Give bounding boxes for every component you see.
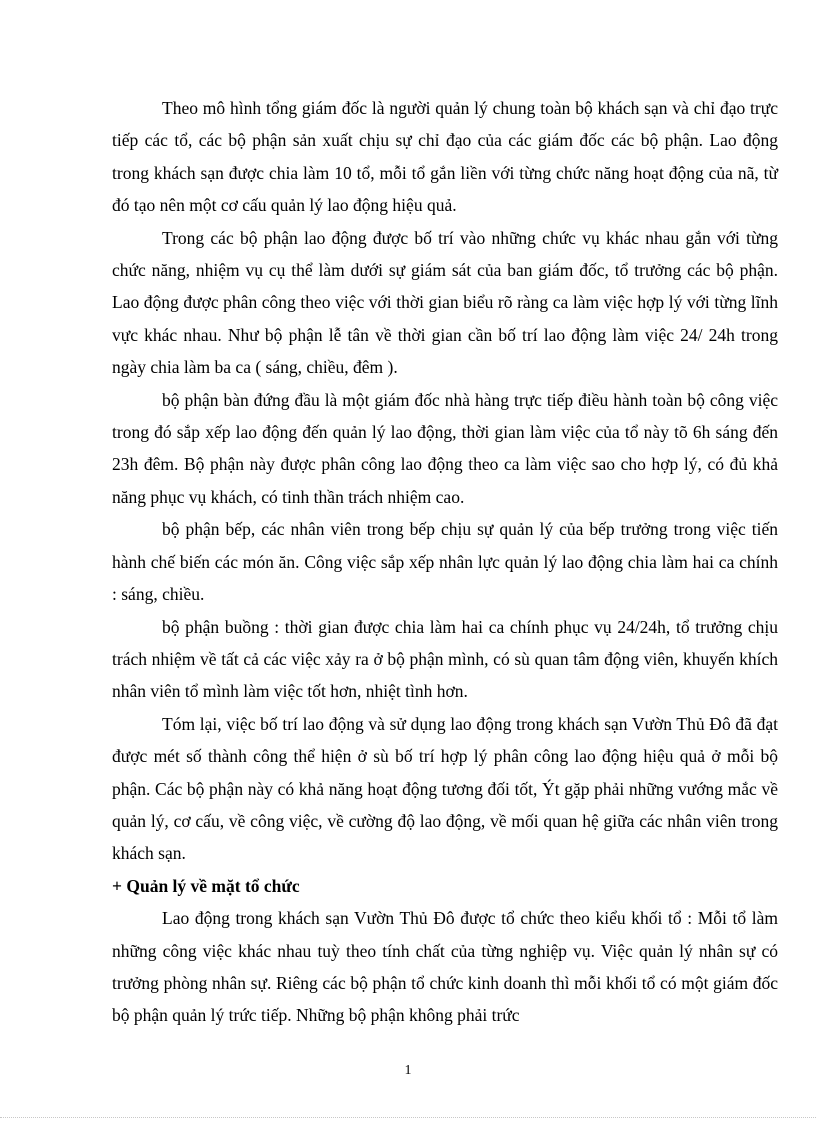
paragraph-1: Theo mô hình tổng giám đốc là người quản lý chung toàn bộ khách sạn và chỉ đạo trực tiếp các tổ, các bộ phận sản xuất chịu sự chỉ đạo của các giám đốc các bộ phận. Lao động trong khách sạn được chia làm 10 tổ, mỗi tổ gắn liền với từng chức năng hoạt động của nã, từ đó tạo nên một cơ cấu quản lý lao động hiệu quả. — [112, 98, 778, 216]
paragraph-3: bộ phận bàn đứng đầu là một giám đốc nhà hàng trực tiếp điều hành toàn bộ công việc trong đó sắp xếp lao động đến quản lý lao động, thời gian làm việc của tổ này tõ 6h sáng đến 23h đêm. Bộ phận này được phân công lao động theo ca làm việc sao cho hợp lý, có đủ khả năng phục vụ khách, có tinh thần trách nhiệm cao. — [112, 389, 778, 507]
section-heading: + Quản lý về mặt tổ chức — [112, 875, 300, 896]
paragraph-2: Trong các bộ phận lao động được bố trí vào những chức vụ khác nhau gắn với từng chức năng, nhiệm vụ cụ thể làm dưới sự giám sát của ban giám đốc, tổ trưởng các bộ phận. Lao động được phân công theo việc với thời gian biểu rõ ràng ca làm việc hợp lý với từng lĩnh vực khác nhau. Như bộ phận lễ tân về thời gian cần bố trí lao động làm việc 24/ 24h trong ngày chia làm ba ca ( sáng, chiều, đêm ). — [112, 227, 778, 378]
page-number: 1 — [404, 1063, 412, 1078]
paragraph-7: Lao động trong khách sạn Vườn Thủ Đô được tổ chức theo kiểu khối tổ : Mỗi tổ làm những công việc khác nhau tuỳ theo tính chất của từng nghiệp vụ. Việc quản lý nhân sự có trưởng phòng nhân sự. Riêng các bộ phận tổ chức kinh doanh thì mỗi khối tổ có một giám đốc bộ phận quản lý trức tiếp. Những bộ phận không phải trức — [112, 908, 778, 1026]
paragraph-5: bộ phận buồng : thời gian được chia làm hai ca chính phục vụ 24/24h, tổ trưởng chịu trách nhiệm về tất cả các việc xảy ra ở bộ phận mình, có sù quan tâm động viên, khuyến khích nhân viên tổ mình làm việc tốt hơn, nhiệt tình hơn. — [112, 616, 778, 702]
paragraph-4: bộ phận bếp, các nhân viên trong bếp chịu sự quản lý của bếp trưởng trong việc tiến hành chế biến các món ăn. Công việc sắp xếp nhân lực quản lý lao động chia làm hai ca chính : sáng, chiều. — [112, 519, 778, 605]
page-edge-divider — [0, 1117, 816, 1118]
page-body — [112, 92, 778, 1032]
paragraph-6: Tóm lại, việc bố trí lao động và sử dụng lao động trong khách sạn Vườn Thủ Đô đã đạt được mét số thành công thể hiện ở sù bố trí hợp lý phân công lao động hiệu quả ở mỗi bộ phận. Các bộ phận này có khả năng hoạt động tương đối tốt, Ýt gặp phải những vướng mắc về quản lý, cơ cấu, về công việc, về cường độ lao động, về mối quan hệ giữa các nhân viên trong khách sạn. — [112, 713, 778, 864]
